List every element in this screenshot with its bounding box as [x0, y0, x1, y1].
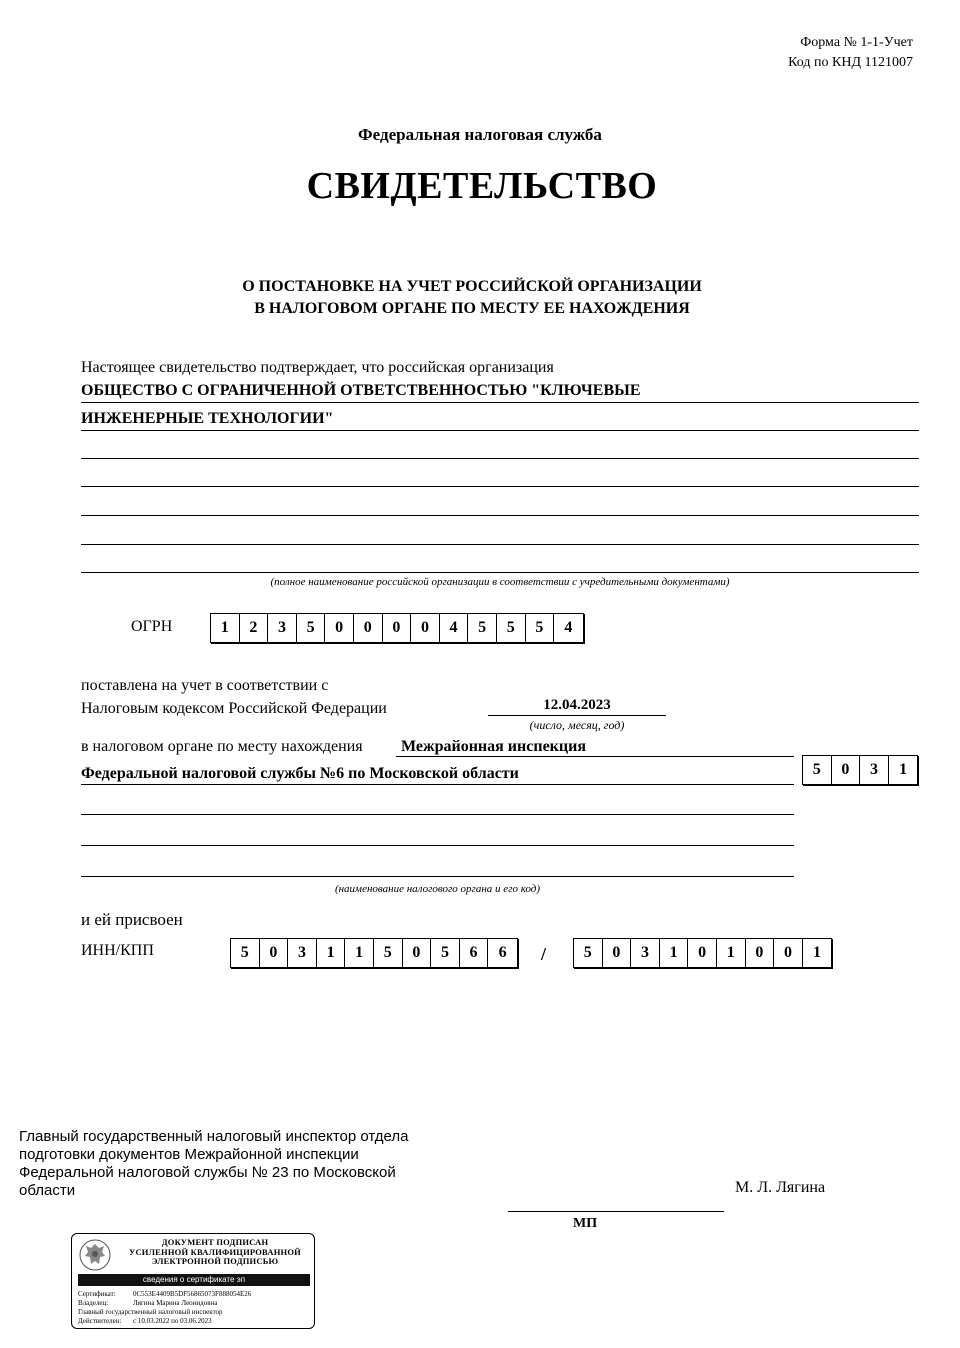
digit-cell: 0	[383, 614, 412, 642]
registration-line-2: Налоговым кодексом Российской Федерации	[81, 700, 387, 717]
valid-label: Действителен:	[78, 1317, 122, 1325]
knd-code: Код по КНД 1121007	[788, 55, 913, 70]
owner-label: Владелец:	[78, 1299, 109, 1307]
underline	[396, 756, 794, 757]
signature-line	[508, 1211, 724, 1212]
signatory-position-line-1: Главный государственный налоговый инспектор отдела	[19, 1128, 409, 1145]
kpp-cells	[573, 938, 832, 968]
underline	[81, 430, 919, 431]
underline	[81, 845, 794, 846]
form-number: Форма № 1-1-Учет	[800, 35, 913, 50]
ogrn-label: ОГРН	[131, 618, 173, 635]
digit-cell: 0	[832, 756, 861, 784]
document-subtitle	[0, 276, 944, 320]
digit-cell: 3	[631, 939, 660, 967]
digit-cell: 5	[497, 614, 526, 642]
stamp-details	[78, 1290, 251, 1326]
underline	[81, 402, 919, 403]
digit-cell: 5	[803, 756, 832, 784]
tax-authority-code-cells	[802, 755, 918, 785]
underline	[81, 784, 794, 785]
digit-cell: 0	[260, 939, 289, 967]
inn-cells	[230, 938, 518, 968]
digit-cell: 3	[860, 756, 889, 784]
digit-cell: 5	[574, 939, 603, 967]
underline	[81, 515, 919, 516]
digit-cell: 0	[325, 614, 354, 642]
digit-cell: 5	[468, 614, 497, 642]
digit-cell: 3	[268, 614, 297, 642]
underline	[488, 715, 666, 716]
organization-name-line-2: ИНЖЕНЕРНЫЕ ТЕХНОЛОГИИ"	[81, 410, 334, 427]
subtitle-line-1: О ПОСТАНОВКЕ НА УЧЕТ РОССИЙСКОЙ ОРГАНИЗАЦИИ	[242, 278, 702, 295]
tax-authority-intro: в налоговом органе по месту нахождения	[81, 738, 363, 755]
seal-label: МП	[573, 1216, 598, 1231]
form-code-block	[788, 33, 913, 73]
digit-cell: 4	[440, 614, 469, 642]
digit-cell: 1	[211, 614, 240, 642]
digit-cell: 5	[297, 614, 326, 642]
digit-cell: 1	[899, 761, 908, 778]
underline	[81, 572, 919, 573]
state-emblem-icon	[78, 1238, 112, 1272]
signatory-position-line-4: области	[19, 1182, 76, 1199]
underline	[81, 486, 919, 487]
tax-authority-name-line-1: Межрайонная инспекция	[401, 738, 586, 755]
stamp-heading-line-3: ЭЛЕКТРОННОЙ ПОДПИСЬЮ	[151, 1256, 279, 1266]
digit-cell: 0	[746, 939, 775, 967]
underline	[81, 544, 919, 545]
digit-cell: 0	[411, 614, 440, 642]
digit-cell: 1	[660, 939, 689, 967]
underline	[81, 458, 919, 459]
cert-value: 0C553E4409B5DF56865073F888054E26	[133, 1290, 252, 1298]
organization-intro: Настоящее свидетельство подтверждает, что российская организация	[81, 359, 554, 376]
digit-cell: 0	[354, 614, 383, 642]
owner-position: Главный государственный налоговый инспектор	[78, 1308, 223, 1316]
digit-cell: 3	[288, 939, 317, 967]
date-caption: (число, месяц, год)	[529, 718, 625, 732]
digit-cell: 5	[374, 939, 403, 967]
registration-date: 12.04.2023	[543, 697, 611, 713]
digit-cell: 0	[403, 939, 432, 967]
signatory-position-line-2: подготовки документов Межрайонной инспекции	[19, 1146, 359, 1163]
owner-value: Лягина Марина Леонидовна	[133, 1299, 218, 1307]
digit-cell: 5	[526, 614, 555, 642]
service-name: Федеральная налоговая служба	[358, 125, 602, 144]
signatory-position	[19, 1128, 408, 1200]
cert-label: Сертификат:	[78, 1290, 116, 1298]
digit-cell: 5	[431, 939, 460, 967]
signatory-name: М. Л. Лягина	[735, 1179, 826, 1196]
digit-cell: 0	[774, 939, 803, 967]
digit-cell: 2	[240, 614, 269, 642]
digit-cell: 5	[231, 939, 260, 967]
digit-cell: 0	[688, 939, 717, 967]
inn-kpp-label: ИНН/КПП	[81, 942, 154, 959]
ogrn-cells	[210, 613, 584, 643]
signatory-position-line-3: Федеральной налоговой службы № 23 по Московской	[19, 1164, 396, 1181]
inn-kpp-separator: /	[541, 944, 547, 964]
registration-line-1: поставлена на учет в соответствии с	[81, 677, 329, 694]
underline	[81, 814, 794, 815]
digit-cell: 1	[813, 944, 822, 961]
organization-caption: (полное наименование российской организации в соответствии с учредительными документами)	[270, 576, 730, 588]
digit-cell: 6	[460, 939, 489, 967]
valid-value: с 10.03.2022 по 03.06.2023	[133, 1317, 212, 1325]
stamp-cert-bar: сведения о сертификате эп	[78, 1274, 310, 1286]
tax-authority-name-line-2: Федеральной налоговой службы №6 по Московской области	[81, 765, 519, 782]
digit-cell: 4	[564, 619, 573, 636]
digit-cell: 0	[603, 939, 632, 967]
digit-cell: 1	[345, 939, 374, 967]
stamp-heading-line-2: УСИЛЕННОЙ КВАЛИФИЦИРОВАННОЙ	[129, 1246, 301, 1257]
digit-cell: 6	[498, 944, 507, 961]
organization-name-line-1: ОБЩЕСТВО С ОГРАНИЧЕННОЙ ОТВЕТСТВЕННОСТЬЮ "КЛЮЧЕВЫЕ	[81, 382, 641, 399]
digit-cell: 1	[317, 939, 346, 967]
e-signature-stamp	[71, 1233, 315, 1329]
tax-authority-caption: (наименование налогового органа и его код)	[334, 883, 541, 895]
stamp-heading	[120, 1238, 310, 1267]
stamp-heading-line-1: ДОКУМЕНТ ПОДПИСАН	[161, 1237, 269, 1247]
underline	[81, 876, 794, 877]
assigned-label: и ей присвоен	[81, 910, 183, 929]
document-title: СВИДЕТЕЛЬСТВО	[306, 165, 658, 207]
subtitle-line-2: В НАЛОГОВОМ ОРГАНЕ ПО МЕСТУ ЕЕ НАХОЖДЕНИЯ	[254, 300, 690, 317]
digit-cell: 1	[717, 939, 746, 967]
